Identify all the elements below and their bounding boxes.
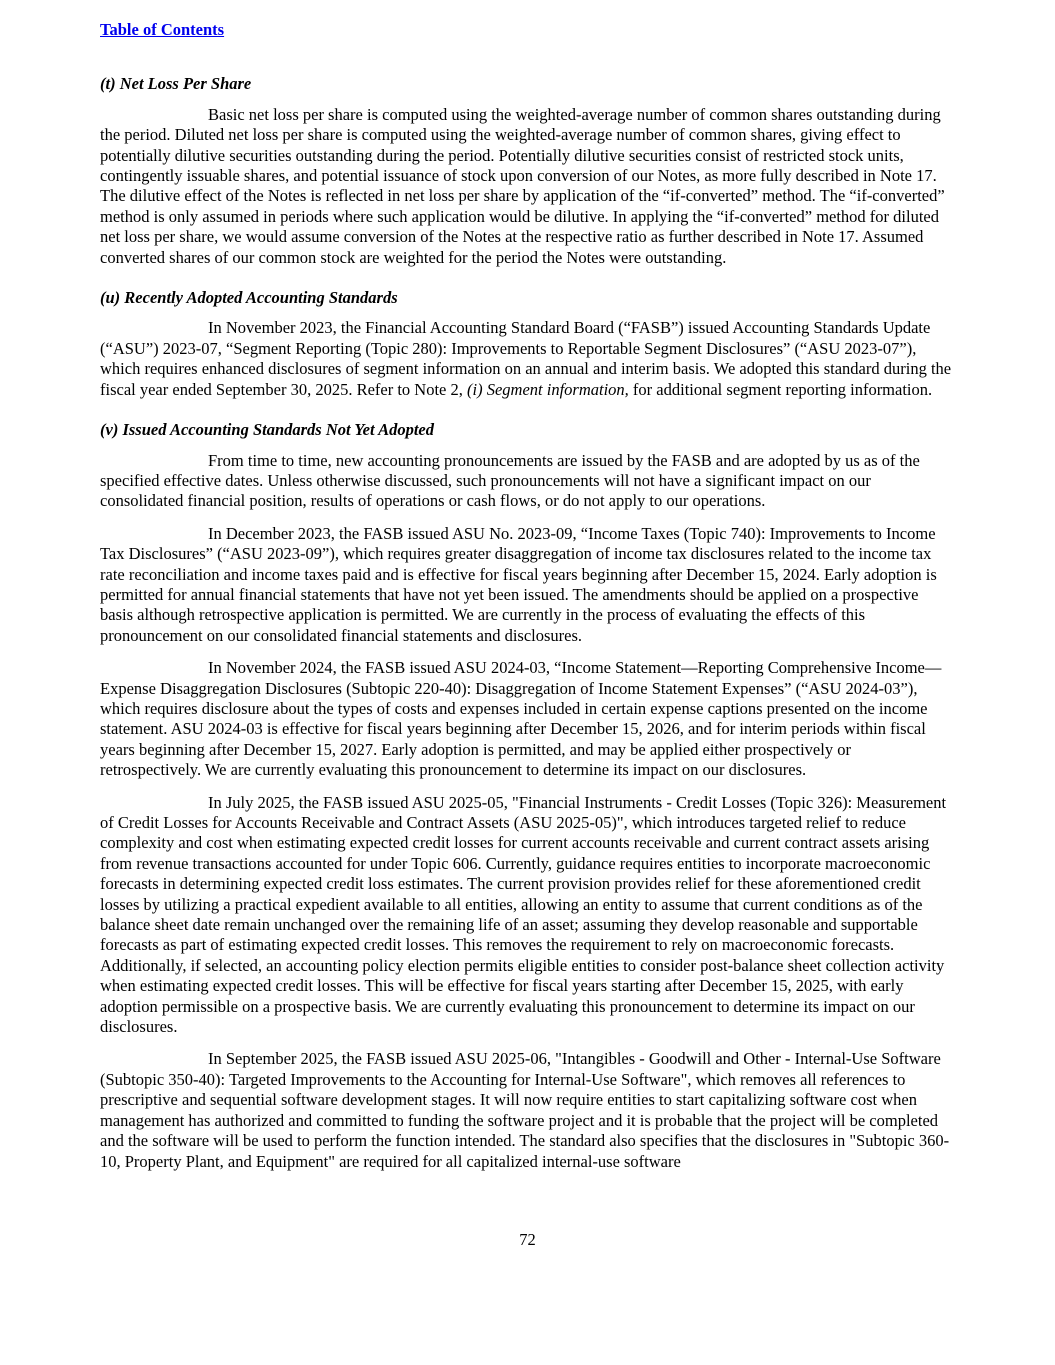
paragraph-from-time-to-time: From time to time, new accounting pronouncements are issued by the FASB and are adopted by us as of the specified effective dates. Unless otherwise discussed, such pronouncements will not have a significant impact on our consolidated financial position, results of operations or cash flows, or do not apply to our operations. — [100, 450, 920, 511]
table-of-contents-link[interactable]: Table of Contents — [100, 20, 225, 39]
section-heading-recently-adopted-standards: (u) Recently Adopted Accounting Standards — [100, 288, 398, 308]
paragraph-net-loss-per-share: Basic net loss per share is computed using the weighted-average number of common shares outstanding during the period. Diluted net loss per share is computed using the weighted-average number of common shares, giving effect to potentially dilutive securities outstanding during the period. Potentially dilutive securities consist of restricted stock units, contingently issuable shares, and potential issuance of stock upon conversion of our Notes, as more fully described in Note 17. The dilutive effect of the Notes is reflected in net loss per share by application of the “if-converted” method. The “if-converted” method is only assumed in periods where such application would be dilutive. In applying the “if-converted” method for diluted net loss per share, we would assume conversion of the Notes at the respective ratio as further described in Note 17. Assumed converted shares of our common stock are weighted for the period the Notes were outstanding. — [100, 104, 945, 267]
paragraph-asu-2023-07-text-end: for additional segment reporting information. — [628, 379, 933, 399]
paragraph-asu-2023-07 — [100, 318, 955, 400]
paragraph-asu-2024-03: In November 2024, the FASB issued ASU 2024-03, “Income Statement—Reporting Comprehensive Income—Expense Disaggregation Disclosures (Subtopic 220-40): Disaggregation of Income Statement Expenses” (“ASU 2024-03”), which requires disclosure about the types of costs and expenses included in certain expense captions presented on the income statement. ASU 2024-03 is effective for fiscal years beginning after December 15, 2026, and for interim periods within fiscal years beginning after December 15, 2027. Early adoption is permitted, and may be applied either prospectively or retrospectively. We are currently evaluating this pronouncement to determine its impact on our disclosures. — [100, 658, 942, 780]
section-heading-standards-not-yet-adopted: (v) Issued Accounting Standards Not Yet Adopted — [100, 420, 435, 440]
section-heading-net-loss-per-share: (t) Net Loss Per Share — [100, 74, 252, 94]
paragraph-asu-2023-09: In December 2023, the FASB issued ASU No. 2023-09, “Income Taxes (Topic 740): Improvements to Income Tax Disclosures” (“ASU 2023-09”), which requires greater disaggregation of income tax disclosures related to the income tax rate reconciliation and income taxes paid and is effective for fiscal years beginning after December 15, 2024. Early adoption is permitted for annual financial statements that have not yet been issued. The amendments should be applied on a prospective basis although retrospective application is permitted. We are currently in the process of evaluating the effects of this pronouncement on our consolidated financial statements and disclosures. — [100, 523, 937, 645]
paragraph-asu-2025-06: In September 2025, the FASB issued ASU 2025-06, "Intangibles - Goodwill and Other - Internal-Use Software (Subtopic 350-40): Targeted Improvements to the Accounting for Internal-Use Software", which removes all references to prescriptive and sequential software development stages. It will now require entities to start capitalizing software cost when management has authorized and committed to funding the software project and it is probable that the project will be completed and the software will be used to perform the function intended. The standard also specifies that the disclosures in "Subtopic 360-10, Property Plant, and Equipment" are required for all capitalized internal-use software — [100, 1049, 950, 1171]
page-number: 72 — [519, 1229, 536, 1249]
segment-information-reference: (i) Segment information, — [467, 379, 629, 399]
paragraph-asu-2025-05: In July 2025, the FASB issued ASU 2025-05, "Financial Instruments - Credit Losses (Topic 326): Measurement of Credit Losses for Accounts Receivable and Contract Assets (ASU 2025-05)", which introduces targeted relief to reduce complexity and cost when estimating expected credit losses for current accounts receivable and current contract assets arising from revenue transactions accounted for under Topic 606. Currently, guidance requires entities to incorporate macroeconomic forecasts in determining expected credit loss estimates. The current provision provides relief for these aforementioned credit losses by utilizing a practical expedient available to all entities, allowing an entity to assume that current conditions as of the balance sheet date remain unchanged over the remaining life of an asset; assuming they develop reasonable and supportable forecasts as part of estimating expected credit losses. This removes the requirement to rely on macroeconomic forecasts. Additionally, if selected, an accounting policy election permits eligible entities to consider post-balance sheet collection activity when estimating expected credit losses. This will be effective for fiscal years starting after December 15, 2025, with early adoption permissible on a prospective basis. We are currently evaluating this pronouncement to determine its impact on our disclosures. — [100, 792, 947, 1037]
paragraph-asu-2023-07-text: In November 2023, the Financial Accounting Standard Board (“FASB”) issued Accounting Standards Update (“ASU”) 2023-07, “Segment Reporting (Topic 280): Improvements to Reportable Segment Disclosures” (“ASU 2023-07”), which requires enhanced disclosures of segment information on an annual and interim basis. We adopted this standard during the fiscal year ended September 30, 2025. Refer to Note 2, — [100, 318, 952, 399]
